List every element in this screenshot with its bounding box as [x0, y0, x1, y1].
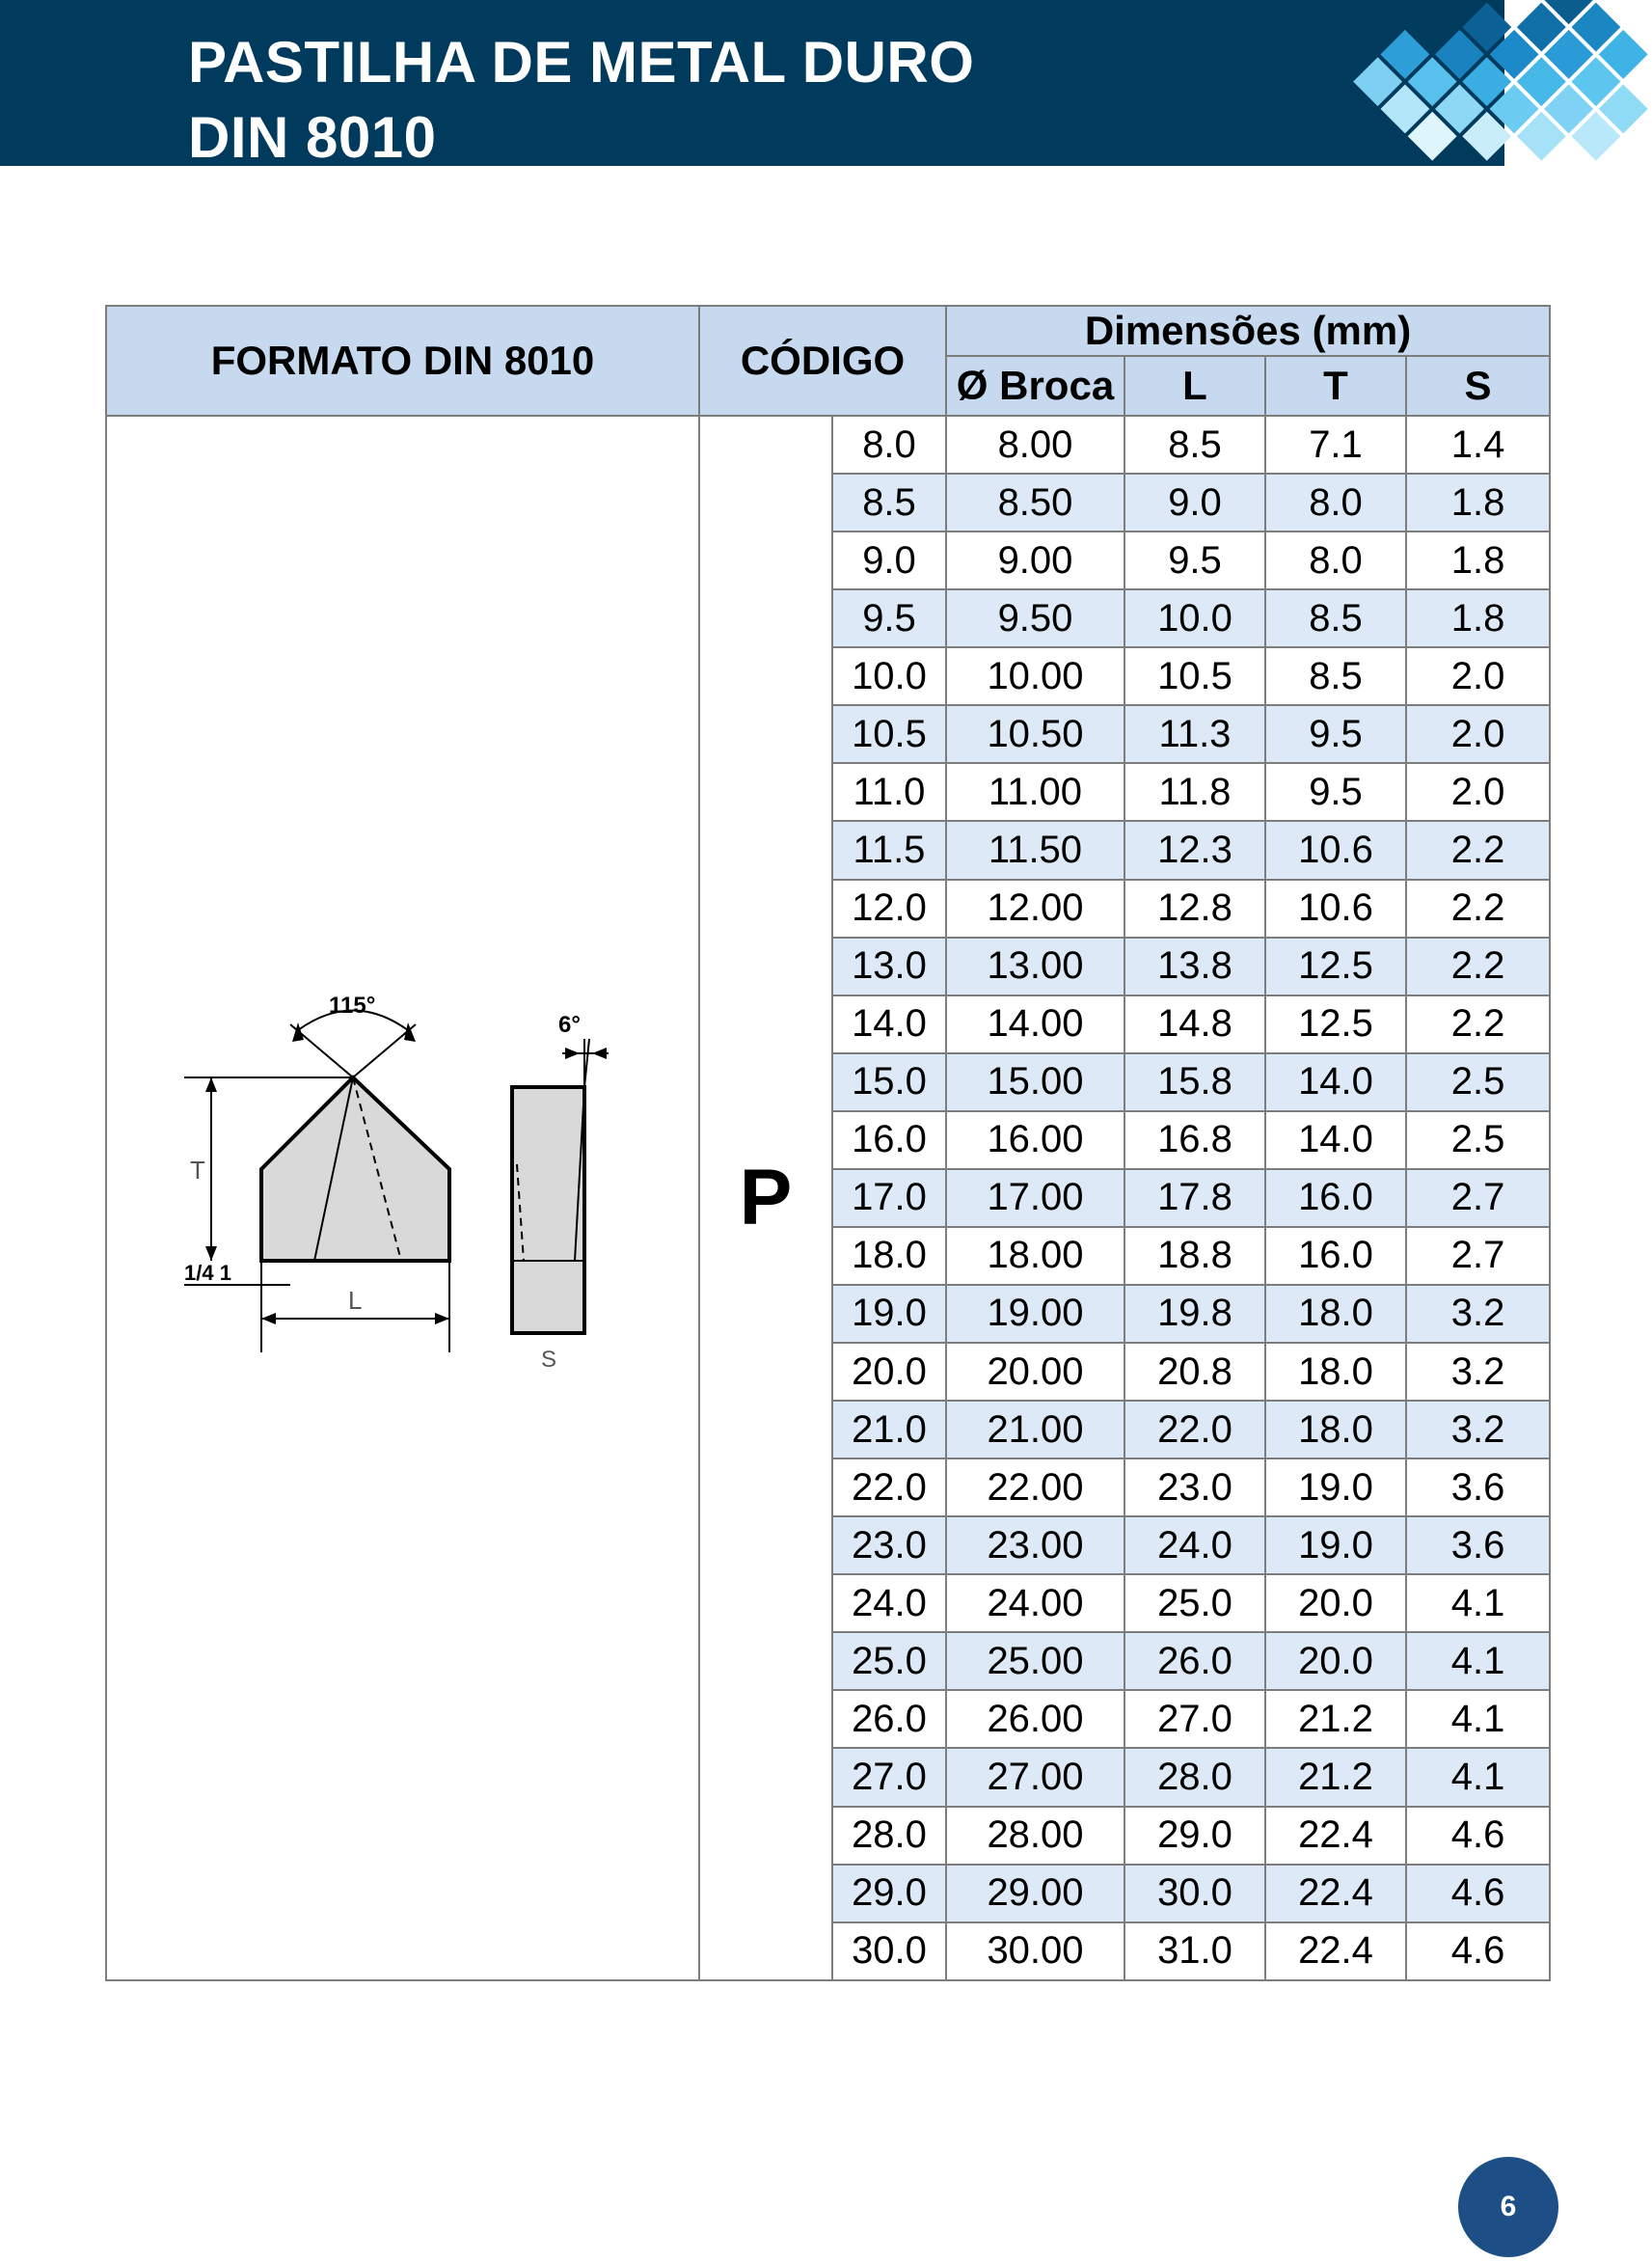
cell-broca: 25.00 — [946, 1632, 1124, 1690]
cell-s: 2.2 — [1406, 821, 1550, 879]
cell-t: 18.0 — [1265, 1401, 1406, 1458]
cell-broca: 26.00 — [946, 1690, 1124, 1748]
cell-s: 4.1 — [1406, 1690, 1550, 1748]
cell-l: 25.0 — [1124, 1574, 1265, 1632]
cell-l: 9.5 — [1124, 531, 1265, 589]
cell-code: 9.5 — [832, 589, 946, 647]
cell-broca: 15.00 — [946, 1053, 1124, 1111]
cell-s: 2.0 — [1406, 763, 1550, 821]
header-dimensoes: Dimensões (mm) — [946, 306, 1550, 356]
cell-s: 2.2 — [1406, 880, 1550, 938]
cell-s: 4.6 — [1406, 1807, 1550, 1865]
cell-s: 4.1 — [1406, 1574, 1550, 1632]
page-title — [188, 25, 974, 176]
insert-spec-table — [105, 305, 1551, 1981]
cell-broca: 12.00 — [946, 880, 1124, 938]
cell-broca: 29.00 — [946, 1865, 1124, 1922]
cell-t: 19.0 — [1265, 1458, 1406, 1516]
header-l: L — [1124, 356, 1265, 416]
cell-s: 2.2 — [1406, 995, 1550, 1053]
header-t: T — [1265, 356, 1406, 416]
cell-broca: 16.00 — [946, 1111, 1124, 1169]
cell-t: 18.0 — [1265, 1285, 1406, 1343]
cell-code: 24.0 — [832, 1574, 946, 1632]
cell-code: 19.0 — [832, 1285, 946, 1343]
cell-l: 16.8 — [1124, 1111, 1265, 1169]
cell-t: 9.5 — [1265, 705, 1406, 763]
cell-broca: 10.00 — [946, 647, 1124, 705]
cell-code: 29.0 — [832, 1865, 946, 1922]
cell-l: 24.0 — [1124, 1516, 1265, 1574]
cell-code: 17.0 — [832, 1169, 946, 1227]
cell-code: 13.0 — [832, 938, 946, 995]
cell-l: 18.8 — [1124, 1227, 1265, 1285]
cell-code: 23.0 — [832, 1516, 946, 1574]
cell-code: 10.5 — [832, 705, 946, 763]
cell-broca: 22.00 — [946, 1458, 1124, 1516]
cell-code: 11.5 — [832, 821, 946, 879]
cell-code: 18.0 — [832, 1227, 946, 1285]
cell-l: 27.0 — [1124, 1690, 1265, 1748]
angle-side-label: 6° — [558, 1012, 581, 1038]
cell-l: 10.5 — [1124, 647, 1265, 705]
cell-code: 28.0 — [832, 1807, 946, 1865]
cell-l: 26.0 — [1124, 1632, 1265, 1690]
cell-t: 20.0 — [1265, 1574, 1406, 1632]
insert-drawing — [184, 986, 647, 1410]
cell-t: 12.5 — [1265, 938, 1406, 995]
page-header — [0, 0, 1652, 170]
dim-t-label: T — [190, 1156, 205, 1185]
cell-code: 27.0 — [832, 1748, 946, 1806]
cell-broca: 24.00 — [946, 1574, 1124, 1632]
cell-broca: 20.00 — [946, 1343, 1124, 1401]
cell-broca: 10.50 — [946, 705, 1124, 763]
cell-s: 2.7 — [1406, 1227, 1550, 1285]
header-codigo: CÓDIGO — [699, 306, 946, 416]
cell-s: 1.8 — [1406, 474, 1550, 531]
cell-l: 10.0 — [1124, 589, 1265, 647]
cell-t: 9.5 — [1265, 763, 1406, 821]
cell-l: 17.8 — [1124, 1169, 1265, 1227]
cell-l: 9.0 — [1124, 474, 1265, 531]
cell-t: 16.0 — [1265, 1169, 1406, 1227]
cell-broca: 9.00 — [946, 531, 1124, 589]
cell-broca: 14.00 — [946, 995, 1124, 1053]
cell-s: 3.2 — [1406, 1401, 1550, 1458]
cell-broca: 30.00 — [946, 1922, 1124, 1980]
header-formato: FORMATO DIN 8010 — [106, 306, 699, 416]
cell-code: 30.0 — [832, 1922, 946, 1980]
cell-code: 8.5 — [832, 474, 946, 531]
cell-broca: 19.00 — [946, 1285, 1124, 1343]
cell-code: 21.0 — [832, 1401, 946, 1458]
angle-tip-label: 115° — [329, 993, 376, 1019]
cell-s: 4.6 — [1406, 1922, 1550, 1980]
cell-l: 12.8 — [1124, 880, 1265, 938]
cell-t: 20.0 — [1265, 1632, 1406, 1690]
cell-l: 31.0 — [1124, 1922, 1265, 1980]
cell-l: 12.3 — [1124, 821, 1265, 879]
cell-l: 30.0 — [1124, 1865, 1265, 1922]
cell-t: 14.0 — [1265, 1111, 1406, 1169]
cell-broca: 27.00 — [946, 1748, 1124, 1806]
cell-broca: 21.00 — [946, 1401, 1124, 1458]
cell-code: 8.0 — [832, 416, 946, 474]
cell-broca: 18.00 — [946, 1227, 1124, 1285]
insert-diagram — [107, 417, 698, 1979]
cell-s: 2.0 — [1406, 647, 1550, 705]
cell-t: 22.4 — [1265, 1865, 1406, 1922]
cell-l: 11.8 — [1124, 763, 1265, 821]
table-row — [106, 416, 1550, 474]
cell-s: 2.7 — [1406, 1169, 1550, 1227]
cell-broca: 11.50 — [946, 821, 1124, 879]
cell-code: 25.0 — [832, 1632, 946, 1690]
cell-t: 19.0 — [1265, 1516, 1406, 1574]
cell-s: 1.8 — [1406, 531, 1550, 589]
cell-t: 8.0 — [1265, 474, 1406, 531]
cell-code: 15.0 — [832, 1053, 946, 1111]
cell-code: 20.0 — [832, 1343, 946, 1401]
cell-l: 22.0 — [1124, 1401, 1265, 1458]
cell-broca: 11.00 — [946, 763, 1124, 821]
cell-s: 2.5 — [1406, 1111, 1550, 1169]
code-letter: P — [699, 416, 832, 1980]
cell-s: 3.2 — [1406, 1285, 1550, 1343]
cell-t: 8.0 — [1265, 531, 1406, 589]
cell-l: 28.0 — [1124, 1748, 1265, 1806]
cell-s: 1.8 — [1406, 589, 1550, 647]
cell-l: 20.8 — [1124, 1343, 1265, 1401]
cell-s: 3.6 — [1406, 1458, 1550, 1516]
cell-code: 12.0 — [832, 880, 946, 938]
title-line-2: DIN 8010 — [188, 105, 437, 170]
cell-s: 4.1 — [1406, 1748, 1550, 1806]
cell-s: 2.5 — [1406, 1053, 1550, 1111]
dim-s-label: S — [541, 1347, 557, 1373]
cell-t: 8.5 — [1265, 647, 1406, 705]
title-line-1: PASTILHA DE METAL DURO — [188, 30, 975, 95]
cell-l: 11.3 — [1124, 705, 1265, 763]
cell-l: 13.8 — [1124, 938, 1265, 995]
cell-t: 8.5 — [1265, 589, 1406, 647]
cell-t: 10.6 — [1265, 821, 1406, 879]
page-number-badge: 6 — [1458, 2157, 1558, 2257]
cell-code: 14.0 — [832, 995, 946, 1053]
cell-t: 16.0 — [1265, 1227, 1406, 1285]
cell-broca: 28.00 — [946, 1807, 1124, 1865]
cell-s: 2.2 — [1406, 938, 1550, 995]
cell-broca: 8.00 — [946, 416, 1124, 474]
formato-cell — [106, 416, 699, 1980]
cell-l: 8.5 — [1124, 416, 1265, 474]
cell-code: 26.0 — [832, 1690, 946, 1748]
cell-l: 14.8 — [1124, 995, 1265, 1053]
cell-s: 3.6 — [1406, 1516, 1550, 1574]
cell-s: 1.4 — [1406, 416, 1550, 474]
cell-broca: 9.50 — [946, 589, 1124, 647]
cell-l: 29.0 — [1124, 1807, 1265, 1865]
cell-t: 10.6 — [1265, 880, 1406, 938]
cell-t: 18.0 — [1265, 1343, 1406, 1401]
cell-code: 9.0 — [832, 531, 946, 589]
cell-code: 16.0 — [832, 1111, 946, 1169]
cell-t: 12.5 — [1265, 995, 1406, 1053]
cell-code: 11.0 — [832, 763, 946, 821]
cell-s: 4.1 — [1406, 1632, 1550, 1690]
cell-broca: 17.00 — [946, 1169, 1124, 1227]
cell-t: 22.4 — [1265, 1922, 1406, 1980]
table-body — [106, 416, 1550, 1980]
cell-t: 14.0 — [1265, 1053, 1406, 1111]
cell-code: 22.0 — [832, 1458, 946, 1516]
cell-l: 23.0 — [1124, 1458, 1265, 1516]
cell-t: 21.2 — [1265, 1748, 1406, 1806]
cell-t: 21.2 — [1265, 1690, 1406, 1748]
cell-t: 22.4 — [1265, 1807, 1406, 1865]
cell-broca: 23.00 — [946, 1516, 1124, 1574]
chamfer-label: 1/4 1 — [184, 1261, 231, 1285]
header-broca: Ø Broca — [946, 356, 1124, 416]
cell-s: 2.0 — [1406, 705, 1550, 763]
cell-s: 4.6 — [1406, 1865, 1550, 1922]
cell-broca: 8.50 — [946, 474, 1124, 531]
header-diamond-pattern — [1331, 0, 1652, 232]
cell-broca: 13.00 — [946, 938, 1124, 995]
cell-l: 19.8 — [1124, 1285, 1265, 1343]
cell-s: 3.2 — [1406, 1343, 1550, 1401]
dim-l-label: L — [348, 1286, 363, 1315]
cell-code: 10.0 — [832, 647, 946, 705]
cell-l: 15.8 — [1124, 1053, 1265, 1111]
header-s: S — [1406, 356, 1550, 416]
cell-t: 7.1 — [1265, 416, 1406, 474]
